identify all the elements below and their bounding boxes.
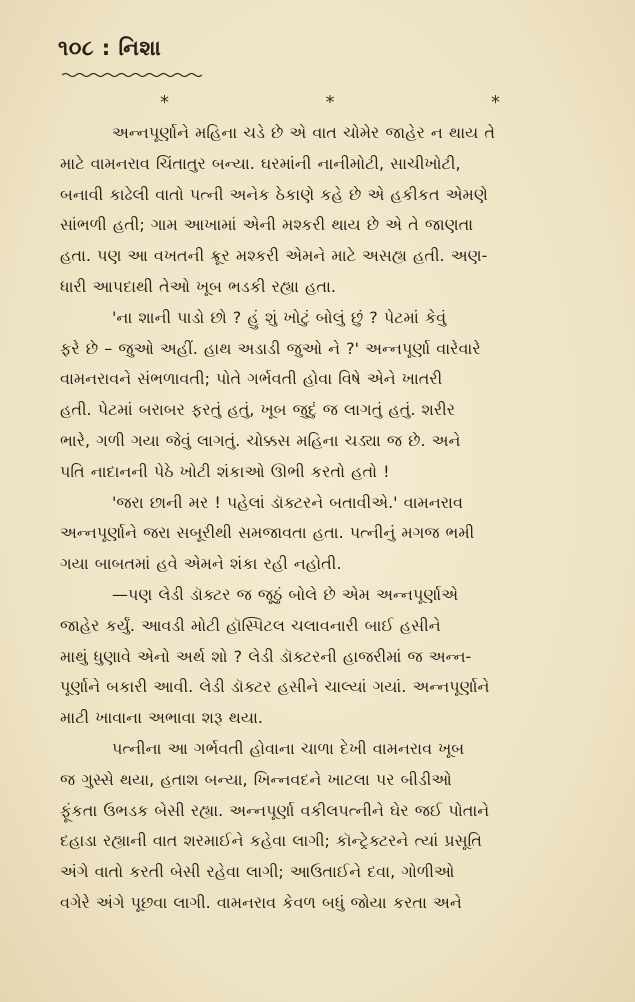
text-line: વામનરાવને સંભળાવતી; પોતે ગર્ભવતી હોવા વિષે એને ખાતરી [60,369,443,389]
text-line: અંગે વાતો કરતી બેસી રહેવા લાગી; આઉતાઈને દવા, ગોળીઓ [60,862,455,882]
text-line: ભારે, ગળી ગયા જેવું લાગતું. ચોક્કસ મહિના ચડ્યા જ છે. અને [60,430,461,450]
text-line: —પણ લેડી ડૉક્ટર જ જૂઠું બોલે છે એમ અન્નપૂર્ણાએ [112,584,459,604]
chapter-title: નિશા [118,36,162,60]
body-text [60,118,608,919]
section-break-star: * [325,92,335,113]
text-line: હતા. પણ આ વખતની ક્રૂર મશ્કરી એમને માટે અસહ્ય હતી. અણ- [60,246,488,266]
section-break [160,92,500,113]
text-line: બનાવી કાઢેલી વાતો પત્ની અનેક ઠેકાણે કહે છે એ હકીકત એમણે [60,184,488,204]
text-line: પૂર્ણાને બકારી આવી. લેડી ડૉક્ટર હસીને ચાલ્યાં ગયાં. અન્નપૂર્ણાને [60,677,490,697]
text-line: હતી. પેટમાં બરાબર ફરતું હતું, ખૂબ જુદું જ લાગતું હતું. શરીર [60,400,455,420]
text-line: અન્નપૂર્ણાને જરા સબૂરીથી સમજાવતા હતા. પત્નીનું મગજ ભમી [60,523,475,543]
text-line: 'ના શાની પાડો છો ? હું શું ખોટું બોલું છું ? પેટમાં કેવું [112,307,447,327]
text-line: જ ગુસ્સે થયા, હતાશ બન્યા, ખિન્નવદને ખાટલા પર બીડીઓ [60,769,452,789]
text-line: માટે વામનરાવ ચિંતાતુર બન્યા. ઘરમાંની નાનીમોટી, સાચીખોટી, [60,153,461,173]
text-line: ધારી આપદાથી તેઓ ખૂબ ભડકી રહ્યા હતા. [60,276,336,296]
paragraph [60,488,608,580]
text-line: વગેરે અંગે પૂછવા લાગી. વામનરાવ કેવળ બધું જોયા કરતા અને [60,892,462,912]
paragraph [60,580,608,734]
header-wavy-underline [62,72,202,78]
page-number: ૧૦૮ [58,36,94,60]
text-line: પતિ નાદાનની પેઠે ખોટી શંકાઓ ઊભી કરતો હતો ! [60,461,390,481]
paragraph [60,734,608,919]
paragraph [60,118,608,303]
text-line: જાહેર કર્યું. આવડી મોટી હૉસ્પિટલ ચલાવનારી બાઈ હસીને [60,615,441,635]
section-break-star: * [491,92,500,113]
text-line: પત્નીના આ ગર્ભવતી હોવાના ચાળા દેખી વામનરાવ ખૂબ [112,738,465,758]
section-break-star: * [160,92,169,113]
text-line: માથું ધુણાવે એનો અર્થ શો ? લેડી ડૉક્ટરની હાજરીમાં જ અન્ન- [60,646,472,666]
text-line: અન્નપૂર્ણાને મહિના ચડે છે એ વાત ચોમેર જાહેર ન થાય તે [112,123,495,142]
page-header [58,36,161,61]
paragraph [60,303,608,488]
text-line: ગયા બાબતમાં હવે એમને શંકા રહી નહોતી. [60,554,342,574]
header-separator: : [101,36,111,60]
text-line: સાંભળી હતી; ગામ આખામાં એની મશ્કરી થાય છે એ તે જાણતા [60,215,474,235]
text-line: ફરે છે – જુઓ અહીં. હાથ અડાડી જુઓ ને ?' અન્નપૂર્ણા વારેવારે [60,338,481,358]
text-line: દહાડા રહ્યાની વાત શરમાઈને કહેવા લાગી; કૉન્ટ્રેક્ટરને ત્યાં પ્રસૂતિ [60,831,482,851]
text-line: ફૂંકતા ઉભડક બેસી રહ્યા. અન્નપૂર્ણા વકીલપત્નીને ઘેર જઈ પોતાને [60,800,490,820]
text-line: માટી ખાવાના અભાવા શરૂ થયા. [60,708,263,728]
text-line: 'જરા છાની મર ! પહેલાં ડૉક્ટરને બતાવીએ.' વામનરાવ [112,492,463,512]
